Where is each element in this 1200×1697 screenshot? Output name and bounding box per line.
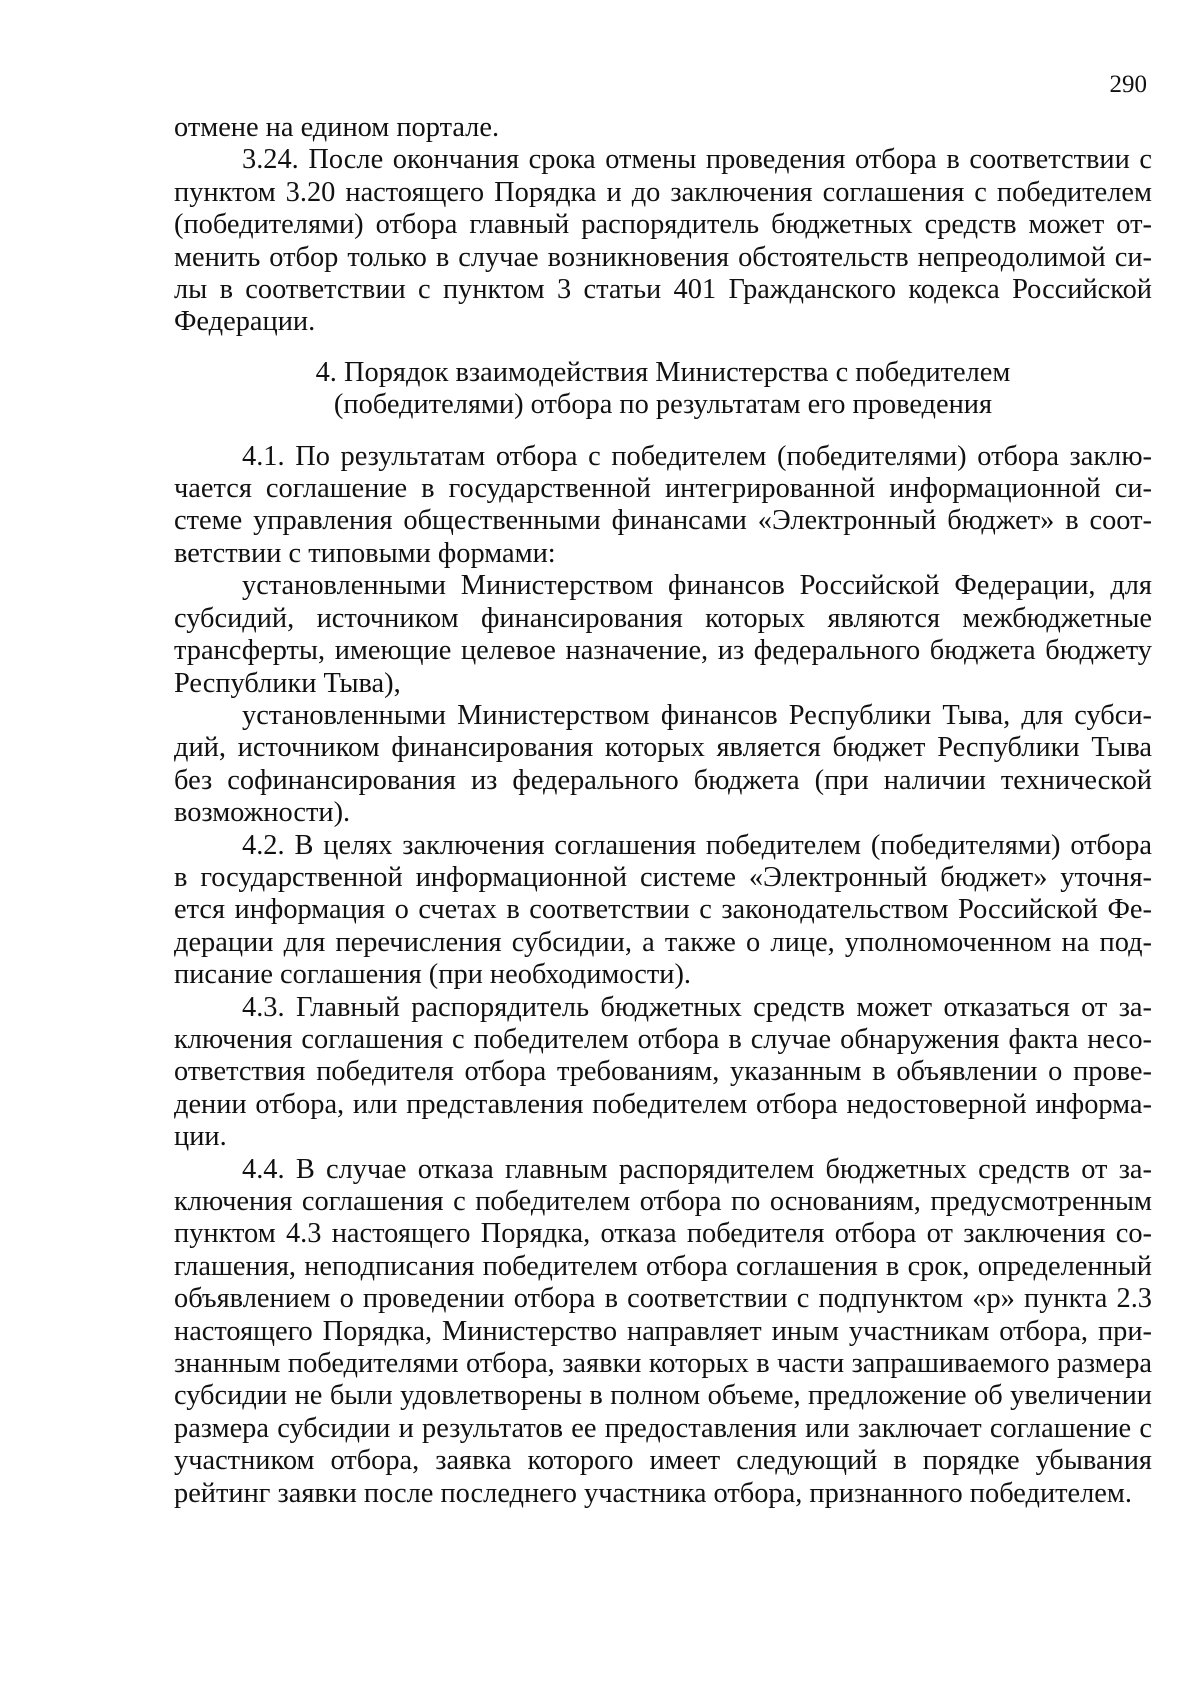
page-number: 290: [1109, 71, 1147, 98]
paragraph-3-24: 3.24. После окончания срока отмены проведения отбора в соответствии с пунктом 3.20 настоящего Порядка и до заключения соглашения с победителем (победителями) отбора главный распорядитель бюджетных средств может отменить отбор только в случае возникновения обстоятельств непреодолимой силы в соответствии с пунктом 3 статьи 401 Гражданского кодекса Российской Федерации.: [174, 144, 1152, 338]
paragraph-continuation: отмене на едином портале.: [174, 112, 500, 143]
document-body: [174, 112, 1152, 1510]
section-4-heading-line-1: 4. Порядок взаимодействия Министерства с победителем: [315, 356, 1011, 388]
paragraph-4-1-item-republic: установленными Министерством финансов Республики Тыва, для субсидий, источником финансирования которых является бюджет Республики Тыва без софинансирования из федерального бюджета (при наличии технической возможности).: [174, 699, 1152, 829]
paragraph-4-2: 4.2. В целях заключения соглашения победителем (победителями) отбора в государственной информационной системе «Электронный бюджет» уточняется информация о счетах в соответствии с законодательством Российской Федерации для перечисления субсидии, а также о лице, уполномоченном на подписание соглашения (при необходимости).: [174, 829, 1152, 991]
paragraph-4-1-item-federal: установленными Министерством финансов Российской Федерации, для субсидий, источником финансирования которых являются межбюджетные трансферты, имеющие целевое назначение, из федерального бюджета бюджету Республики Тыва),: [174, 570, 1152, 699]
paragraph-4-4: 4.4. В случае отказа главным распорядителем бюджетных средств от заключения соглашения с победителем отбора по основаниям, предусмотренным пунктом 4.3 настоящего Порядка, отказа победителя отбора от заключения соглашения, неподписания победителем отбора соглашения в срок, определенный объявлением о проведении отбора в соответствии с подпунктом «р» пункта 2.3 настоящего Порядка, Министерство направляет иным участникам отбора, признанным победителями отбора, заявки которых в части запрашиваемого размера субсидии не были удовлетворены в полном объеме, предложение об увеличении размера субсидии и результатов ее предоставления или заключает соглашение с участником отбора, заявка которого имеет следующий в порядке убывания рейтинг заявки после последнего участника отбора, признанного победителем.: [174, 1153, 1152, 1509]
section-4-heading: [174, 357, 1152, 422]
section-4-heading-line-2: (победителями) отбора по результатам его проведения: [333, 389, 993, 421]
paragraph-4-1: 4.1. По результатам отбора с победителем (победителями) отбора заключается соглашение в государственной интегрированной информационной системе управления общественными финансами «Электронный бюджет» в соответствии с типовыми формами:: [174, 440, 1152, 569]
paragraph-4-3: 4.3. Главный распорядитель бюджетных средств может отказаться от заключения соглашения с победителем отбора в случае обнаружения факта несоответствия победителя отбора требованиям, указанным в объявлении о проведении отбора, или представления победителем отбора недостоверной информации.: [174, 991, 1152, 1153]
